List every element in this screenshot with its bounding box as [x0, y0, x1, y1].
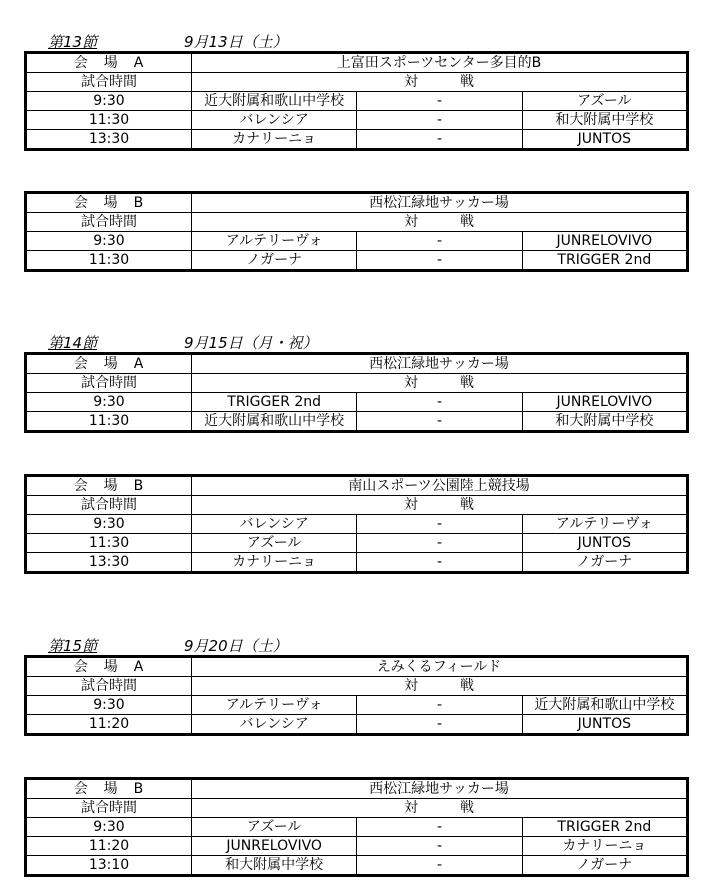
match-header: 対 戦 — [192, 677, 688, 696]
header-row — [26, 677, 688, 696]
versus-separator: - — [357, 412, 522, 432]
match-time: 9:30 — [26, 232, 192, 251]
match-row — [26, 534, 688, 553]
home-team: バレンシア — [192, 715, 357, 735]
match-header: 対 戦 — [192, 73, 688, 92]
venue-label: 会 場 A — [26, 53, 192, 73]
away-team: カナリーニョ — [522, 837, 687, 856]
away-team: JUNTOS — [522, 715, 687, 735]
schedule-table — [24, 352, 689, 433]
versus-separator: - — [357, 92, 522, 111]
match-time: 9:30 — [26, 696, 192, 715]
match-header: 対 戦 — [192, 374, 688, 393]
schedule-table — [24, 777, 689, 877]
away-team: JUNTOS — [522, 534, 687, 553]
match-row — [26, 232, 688, 251]
match-row — [26, 130, 688, 150]
venue-label: 会 場 B — [26, 476, 192, 496]
time-header: 試合時間 — [26, 73, 192, 92]
home-team: ノガーナ — [192, 251, 357, 271]
versus-separator: - — [357, 715, 522, 735]
schedule-table — [24, 191, 689, 272]
venue-label: 会 場 A — [26, 354, 192, 374]
match-row — [26, 818, 688, 837]
round-heading — [48, 637, 288, 655]
home-team: アズール — [192, 534, 357, 553]
match-row — [26, 696, 688, 715]
match-row — [26, 715, 688, 735]
match-row — [26, 111, 688, 130]
match-time: 11:30 — [26, 251, 192, 271]
home-team: TRIGGER 2nd — [192, 393, 357, 412]
match-time: 13:30 — [26, 553, 192, 573]
match-time: 11:30 — [26, 534, 192, 553]
home-team: アルテリーヴォ — [192, 232, 357, 251]
home-team: バレンシア — [192, 111, 357, 130]
time-header: 試合時間 — [26, 677, 192, 696]
round-date: 9月13日（土） — [184, 33, 288, 51]
round-title: 第14節 — [48, 334, 98, 352]
venue-name: 南山スポーツ公園陸上競技場 — [192, 476, 688, 496]
venue-name: 西松江緑地サッカー場 — [192, 779, 688, 799]
home-team: カナリーニョ — [192, 130, 357, 150]
header-row — [26, 496, 688, 515]
header-row — [26, 799, 688, 818]
round-title: 第13節 — [48, 33, 98, 51]
away-team: JUNRELOVIVO — [522, 393, 687, 412]
schedule-table — [24, 474, 689, 574]
match-row — [26, 837, 688, 856]
venue-row — [26, 354, 688, 374]
match-time: 11:20 — [26, 715, 192, 735]
home-team: 和大附属中学校 — [192, 856, 357, 876]
versus-separator: - — [357, 251, 522, 271]
home-team: JUNRELOVIVO — [192, 837, 357, 856]
venue-row — [26, 53, 688, 73]
match-row — [26, 515, 688, 534]
header-row — [26, 73, 688, 92]
round-title: 第15節 — [48, 637, 98, 655]
away-team: ノガーナ — [522, 856, 687, 876]
away-team: JUNRELOVIVO — [522, 232, 687, 251]
match-header: 対 戦 — [192, 213, 688, 232]
match-time: 11:20 — [26, 837, 192, 856]
venue-label: 会 場 A — [26, 657, 192, 677]
match-time: 9:30 — [26, 818, 192, 837]
venue-row — [26, 657, 688, 677]
match-row — [26, 92, 688, 111]
home-team: カナリーニョ — [192, 553, 357, 573]
versus-separator: - — [357, 515, 522, 534]
schedule-table — [24, 655, 689, 736]
versus-separator: - — [357, 696, 522, 715]
match-row — [26, 553, 688, 573]
away-team: アルテリーヴォ — [522, 515, 687, 534]
time-header: 試合時間 — [26, 496, 192, 515]
match-row — [26, 412, 688, 432]
away-team: JUNTOS — [522, 130, 687, 150]
venue-name: 西松江緑地サッカー場 — [192, 193, 688, 213]
versus-separator: - — [357, 130, 522, 150]
match-time: 9:30 — [26, 393, 192, 412]
venue-name: 上富田スポーツセンター多目的B — [192, 53, 688, 73]
versus-separator: - — [357, 856, 522, 876]
away-team: アズール — [522, 92, 687, 111]
match-time: 9:30 — [26, 92, 192, 111]
away-team: 近大附属和歌山中学校 — [522, 696, 687, 715]
round-heading — [48, 33, 288, 51]
round-date: 9月15日（月・祝） — [184, 334, 318, 352]
home-team: 近大附属和歌山中学校 — [192, 92, 357, 111]
venue-name: えみくるフィールド — [192, 657, 688, 677]
time-header: 試合時間 — [26, 213, 192, 232]
versus-separator: - — [357, 393, 522, 412]
home-team: 近大附属和歌山中学校 — [192, 412, 357, 432]
home-team: アズール — [192, 818, 357, 837]
match-row — [26, 251, 688, 271]
match-time: 13:10 — [26, 856, 192, 876]
match-time: 9:30 — [26, 515, 192, 534]
match-time: 11:30 — [26, 412, 192, 432]
match-row — [26, 393, 688, 412]
match-row — [26, 856, 688, 876]
header-row — [26, 213, 688, 232]
match-time: 13:30 — [26, 130, 192, 150]
versus-separator: - — [357, 534, 522, 553]
away-team: ノガーナ — [522, 553, 687, 573]
venue-row — [26, 476, 688, 496]
home-team: バレンシア — [192, 515, 357, 534]
away-team: 和大附属中学校 — [522, 111, 687, 130]
venue-row — [26, 779, 688, 799]
away-team: 和大附属中学校 — [522, 412, 687, 432]
match-header: 対 戦 — [192, 799, 688, 818]
venue-row — [26, 193, 688, 213]
match-time: 11:30 — [26, 111, 192, 130]
versus-separator: - — [357, 553, 522, 573]
versus-separator: - — [357, 232, 522, 251]
round-heading — [48, 334, 318, 352]
match-header: 対 戦 — [192, 496, 688, 515]
venue-label: 会 場 B — [26, 779, 192, 799]
venue-name: 西松江緑地サッカー場 — [192, 354, 688, 374]
versus-separator: - — [357, 837, 522, 856]
home-team: アルテリーヴォ — [192, 696, 357, 715]
schedule-table — [24, 51, 689, 151]
away-team: TRIGGER 2nd — [522, 818, 687, 837]
time-header: 試合時間 — [26, 799, 192, 818]
venue-label: 会 場 B — [26, 193, 192, 213]
versus-separator: - — [357, 111, 522, 130]
time-header: 試合時間 — [26, 374, 192, 393]
header-row — [26, 374, 688, 393]
versus-separator: - — [357, 818, 522, 837]
round-date: 9月20日（土） — [184, 637, 288, 655]
away-team: TRIGGER 2nd — [522, 251, 687, 271]
